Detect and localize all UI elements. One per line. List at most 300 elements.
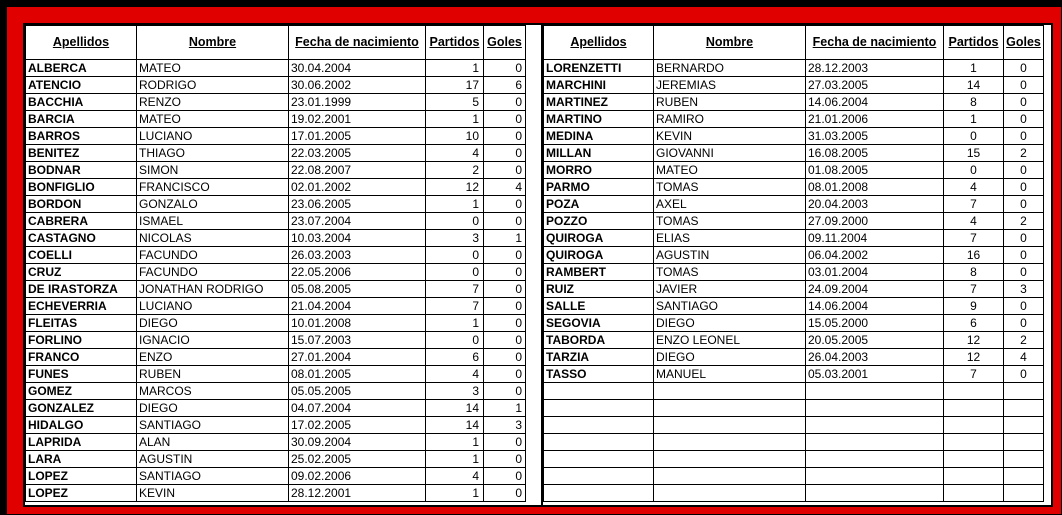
cell-partidos: 7 (944, 230, 1004, 247)
cell-goles (1004, 400, 1044, 417)
cell-apellido: ATENCIO (26, 77, 137, 94)
cell-apellido: MARTINEZ (544, 94, 654, 111)
cell-partidos: 0 (426, 332, 484, 349)
cell-fecha: 19.02.2001 (289, 111, 426, 128)
cell-partidos: 1 (426, 196, 484, 213)
table-row (26, 196, 526, 213)
cell-partidos: 2 (426, 162, 484, 179)
cell-apellido: SEGOVIA (544, 315, 654, 332)
cell-nombre: MANUEL (654, 366, 806, 383)
cell-goles: 0 (1004, 366, 1044, 383)
cell-fecha (806, 383, 944, 400)
cell-fecha: 24.09.2004 (806, 281, 944, 298)
roster-table-left (25, 25, 526, 502)
table-row (26, 77, 526, 94)
cell-apellido (544, 417, 654, 434)
cell-goles: 3 (1004, 281, 1044, 298)
cell-partidos: 1 (426, 485, 484, 502)
cell-nombre: THIAGO (137, 145, 289, 162)
cell-partidos: 10 (426, 128, 484, 145)
cell-nombre (654, 417, 806, 434)
cell-partidos: 4 (944, 179, 1004, 196)
cell-goles: 0 (484, 349, 526, 366)
cell-partidos: 3 (426, 383, 484, 400)
cell-nombre: SANTIAGO (654, 298, 806, 315)
table-row (544, 383, 1044, 400)
cell-goles: 0 (484, 145, 526, 162)
cell-partidos: 0 (426, 247, 484, 264)
header-row (26, 26, 526, 60)
cell-partidos: 17 (426, 77, 484, 94)
cell-goles: 0 (484, 247, 526, 264)
cell-partidos: 5 (426, 94, 484, 111)
cell-partidos: 7 (944, 281, 1004, 298)
cell-goles: 0 (484, 451, 526, 468)
cell-partidos (944, 383, 1004, 400)
cell-fecha: 14.06.2004 (806, 94, 944, 111)
cell-nombre (654, 383, 806, 400)
cell-partidos: 0 (426, 264, 484, 281)
cell-goles: 0 (484, 128, 526, 145)
cell-apellido: ECHEVERRIA (26, 298, 137, 315)
cell-goles: 2 (1004, 332, 1044, 349)
cell-apellido: MEDINA (544, 128, 654, 145)
cell-partidos: 4 (426, 145, 484, 162)
cell-nombre (654, 485, 806, 502)
cell-fecha: 05.05.2005 (289, 383, 426, 400)
cell-apellido (544, 485, 654, 502)
cell-goles: 0 (484, 264, 526, 281)
cell-apellido: LARA (26, 451, 137, 468)
cell-nombre: NICOLAS (137, 230, 289, 247)
cell-nombre: MATEO (654, 162, 806, 179)
table-row (544, 247, 1044, 264)
cell-nombre: RUBEN (137, 366, 289, 383)
cell-apellido: POZZO (544, 213, 654, 230)
cell-nombre: JAVIER (654, 281, 806, 298)
table-row (544, 298, 1044, 315)
cell-partidos: 4 (944, 213, 1004, 230)
cell-goles: 0 (484, 485, 526, 502)
cell-partidos: 7 (426, 298, 484, 315)
cell-goles: 0 (1004, 196, 1044, 213)
table-row (544, 264, 1044, 281)
cell-apellido: SALLE (544, 298, 654, 315)
cell-nombre: AXEL (654, 196, 806, 213)
cell-fecha: 17.01.2005 (289, 128, 426, 145)
cell-goles: 3 (484, 417, 526, 434)
cell-goles: 0 (484, 111, 526, 128)
cell-partidos: 0 (426, 213, 484, 230)
table-row (26, 60, 526, 77)
cell-apellido: LORENZETTI (544, 60, 654, 77)
cell-fecha: 25.02.2005 (289, 451, 426, 468)
cell-goles: 0 (1004, 128, 1044, 145)
cell-fecha: 09.02.2006 (289, 468, 426, 485)
cell-nombre: LUCIANO (137, 298, 289, 315)
cell-goles: 0 (1004, 77, 1044, 94)
cell-partidos: 9 (944, 298, 1004, 315)
cell-goles: 0 (484, 332, 526, 349)
cell-apellido: MARTINO (544, 111, 654, 128)
cell-nombre: DIEGO (137, 315, 289, 332)
cell-partidos: 3 (426, 230, 484, 247)
table-row (26, 145, 526, 162)
table-row (26, 162, 526, 179)
cell-fecha: 08.01.2008 (806, 179, 944, 196)
cell-partidos: 7 (944, 196, 1004, 213)
cell-fecha (806, 434, 944, 451)
cell-goles: 4 (484, 179, 526, 196)
cell-partidos: 1 (426, 315, 484, 332)
cell-apellido: RUIZ (544, 281, 654, 298)
cell-partidos: 0 (944, 128, 1004, 145)
cell-nombre: TOMAS (654, 179, 806, 196)
cell-fecha: 20.05.2005 (806, 332, 944, 349)
table-row (26, 179, 526, 196)
cell-apellido: QUIROGA (544, 247, 654, 264)
cell-nombre: DIEGO (137, 400, 289, 417)
table-row (544, 162, 1044, 179)
table-row (26, 451, 526, 468)
cell-goles (1004, 468, 1044, 485)
cell-nombre: ALAN (137, 434, 289, 451)
cell-apellido: BENITEZ (26, 145, 137, 162)
cell-partidos: 1 (426, 434, 484, 451)
cell-nombre: AGUSTIN (654, 247, 806, 264)
cell-partidos (944, 417, 1004, 434)
cell-nombre: MARCOS (137, 383, 289, 400)
table-row (544, 468, 1044, 485)
cell-goles: 0 (484, 298, 526, 315)
cell-fecha: 05.03.2001 (806, 366, 944, 383)
cell-nombre: RODRIGO (137, 77, 289, 94)
table-row (26, 417, 526, 434)
cell-nombre (654, 451, 806, 468)
header-apellidos: Apellidos (544, 26, 654, 60)
cell-goles: 0 (484, 196, 526, 213)
cell-fecha: 30.09.2004 (289, 434, 426, 451)
cell-partidos (944, 468, 1004, 485)
cell-fecha: 30.04.2004 (289, 60, 426, 77)
header-partidos: Partidos (426, 26, 484, 60)
table-row (26, 111, 526, 128)
cell-fecha: 27.09.2000 (806, 213, 944, 230)
cell-goles: 1 (484, 400, 526, 417)
table-row (26, 281, 526, 298)
cell-partidos: 12 (426, 179, 484, 196)
cell-nombre: LUCIANO (137, 128, 289, 145)
cell-nombre: KEVIN (654, 128, 806, 145)
cell-partidos: 1 (944, 60, 1004, 77)
cell-apellido: COELLI (26, 247, 137, 264)
cell-fecha: 27.01.2004 (289, 349, 426, 366)
table-row (544, 230, 1044, 247)
cell-fecha: 02.01.2002 (289, 179, 426, 196)
cell-fecha: 28.12.2001 (289, 485, 426, 502)
cell-goles: 0 (484, 383, 526, 400)
cell-fecha: 03.01.2004 (806, 264, 944, 281)
table-row (26, 485, 526, 502)
cell-partidos: 4 (426, 468, 484, 485)
roster-table-right (543, 25, 1044, 502)
cell-fecha: 10.03.2004 (289, 230, 426, 247)
cell-apellido: RAMBERT (544, 264, 654, 281)
cell-fecha: 23.07.2004 (289, 213, 426, 230)
table-row (26, 315, 526, 332)
table-row (544, 417, 1044, 434)
table-row (544, 366, 1044, 383)
cell-goles: 0 (484, 434, 526, 451)
cell-fecha: 26.03.2003 (289, 247, 426, 264)
cell-fecha: 22.05.2006 (289, 264, 426, 281)
cell-goles: 0 (484, 366, 526, 383)
cell-apellido: LOPEZ (26, 485, 137, 502)
cell-nombre: FACUNDO (137, 247, 289, 264)
header-fecha: Fecha de nacimiento (806, 26, 944, 60)
cell-goles: 0 (484, 60, 526, 77)
cell-nombre: SANTIAGO (137, 417, 289, 434)
cell-apellido: FUNES (26, 366, 137, 383)
header-fecha: Fecha de nacimiento (289, 26, 426, 60)
cell-goles: 0 (1004, 60, 1044, 77)
roster-sheet (23, 23, 1053, 507)
cell-apellido: BORDON (26, 196, 137, 213)
cell-partidos: 6 (426, 349, 484, 366)
cell-nombre: ENZO (137, 349, 289, 366)
cell-nombre: RUBEN (654, 94, 806, 111)
table-row (544, 213, 1044, 230)
table-row (26, 230, 526, 247)
cell-nombre (654, 468, 806, 485)
cell-goles (1004, 383, 1044, 400)
header-nombre: Nombre (137, 26, 289, 60)
table-row (544, 400, 1044, 417)
cell-apellido (544, 383, 654, 400)
cell-partidos (944, 434, 1004, 451)
table-row (26, 213, 526, 230)
cell-partidos: 12 (944, 332, 1004, 349)
cell-fecha (806, 400, 944, 417)
cell-nombre: SANTIAGO (137, 468, 289, 485)
cell-nombre: RENZO (137, 94, 289, 111)
cell-partidos (944, 485, 1004, 502)
cell-partidos: 1 (944, 111, 1004, 128)
cell-apellido: DE IRASTORZA (26, 281, 137, 298)
cell-fecha: 06.04.2002 (806, 247, 944, 264)
cell-partidos: 4 (426, 366, 484, 383)
table-row (26, 264, 526, 281)
cell-apellido (544, 400, 654, 417)
cell-goles: 0 (1004, 94, 1044, 111)
cell-apellido: GONZALEZ (26, 400, 137, 417)
cell-partidos: 0 (944, 162, 1004, 179)
cell-partidos: 14 (426, 417, 484, 434)
cell-apellido: LAPRIDA (26, 434, 137, 451)
table-row (544, 94, 1044, 111)
cell-apellido: BODNAR (26, 162, 137, 179)
table-row (544, 145, 1044, 162)
cell-partidos: 6 (944, 315, 1004, 332)
cell-nombre: DIEGO (654, 349, 806, 366)
table-row (26, 383, 526, 400)
cell-apellido: FLEITAS (26, 315, 137, 332)
cell-fecha: 01.08.2005 (806, 162, 944, 179)
cell-fecha: 09.11.2004 (806, 230, 944, 247)
cell-fecha: 23.01.1999 (289, 94, 426, 111)
table-row (26, 434, 526, 451)
cell-goles: 0 (1004, 162, 1044, 179)
cell-apellido: CASTAGNO (26, 230, 137, 247)
table-row (26, 332, 526, 349)
table-row (544, 332, 1044, 349)
table-row (26, 366, 526, 383)
cell-goles (1004, 451, 1044, 468)
cell-partidos: 14 (426, 400, 484, 417)
cell-fecha: 21.04.2004 (289, 298, 426, 315)
cell-fecha: 15.07.2003 (289, 332, 426, 349)
cell-nombre: ELIAS (654, 230, 806, 247)
cell-goles: 0 (1004, 230, 1044, 247)
table-row (26, 468, 526, 485)
cell-apellido: POZA (544, 196, 654, 213)
cell-apellido (544, 434, 654, 451)
cell-partidos: 7 (426, 281, 484, 298)
cell-goles: 0 (1004, 264, 1044, 281)
cell-partidos: 14 (944, 77, 1004, 94)
cell-fecha: 15.05.2000 (806, 315, 944, 332)
cell-nombre: KEVIN (137, 485, 289, 502)
table-row (544, 128, 1044, 145)
cell-nombre: RAMIRO (654, 111, 806, 128)
cell-fecha: 14.06.2004 (806, 298, 944, 315)
cell-goles: 0 (1004, 179, 1044, 196)
table-row (26, 298, 526, 315)
cell-goles: 0 (484, 94, 526, 111)
cell-fecha (806, 485, 944, 502)
cell-apellido: GOMEZ (26, 383, 137, 400)
cell-partidos: 15 (944, 145, 1004, 162)
cell-apellido: MARCHINI (544, 77, 654, 94)
table-row (26, 94, 526, 111)
cell-apellido: TARZIA (544, 349, 654, 366)
table-row (544, 349, 1044, 366)
cell-goles: 0 (484, 468, 526, 485)
cell-partidos: 8 (944, 94, 1004, 111)
red-border (7, 7, 1061, 514)
cell-nombre: MATEO (137, 60, 289, 77)
table-row (544, 451, 1044, 468)
cell-nombre: AGUSTIN (137, 451, 289, 468)
cell-nombre: GONZALO (137, 196, 289, 213)
cell-goles: 0 (484, 162, 526, 179)
cell-nombre: MATEO (137, 111, 289, 128)
cell-apellido: TABORDA (544, 332, 654, 349)
cell-goles: 2 (1004, 213, 1044, 230)
table-row (544, 196, 1044, 213)
table-row (26, 247, 526, 264)
cell-apellido: QUIROGA (544, 230, 654, 247)
cell-partidos (944, 400, 1004, 417)
table-row (544, 179, 1044, 196)
header-row (544, 26, 1044, 60)
cell-fecha: 08.01.2005 (289, 366, 426, 383)
cell-nombre: GIOVANNI (654, 145, 806, 162)
cell-goles (1004, 485, 1044, 502)
cell-nombre: JONATHAN RODRIGO (137, 281, 289, 298)
table-row (544, 485, 1044, 502)
header-goles: Goles (484, 26, 526, 60)
cell-goles: 1 (484, 230, 526, 247)
cell-nombre: TOMAS (654, 213, 806, 230)
cell-goles: 2 (1004, 145, 1044, 162)
table-row (26, 349, 526, 366)
cell-fecha: 22.03.2005 (289, 145, 426, 162)
table-row (26, 128, 526, 145)
cell-nombre: TOMAS (654, 264, 806, 281)
cell-goles: 6 (484, 77, 526, 94)
cell-goles: 0 (484, 281, 526, 298)
cell-apellido (544, 451, 654, 468)
cell-apellido (544, 468, 654, 485)
cell-nombre (654, 434, 806, 451)
table-row (544, 281, 1044, 298)
cell-partidos: 8 (944, 264, 1004, 281)
header-nombre: Nombre (654, 26, 806, 60)
cell-fecha: 20.04.2003 (806, 196, 944, 213)
header-goles: Goles (1004, 26, 1044, 60)
cell-apellido: BONFIGLIO (26, 179, 137, 196)
cell-apellido: CRUZ (26, 264, 137, 281)
cell-partidos: 1 (426, 451, 484, 468)
header-apellidos: Apellidos (26, 26, 137, 60)
cell-goles: 0 (484, 315, 526, 332)
cell-fecha (806, 468, 944, 485)
cell-apellido: BARROS (26, 128, 137, 145)
cell-apellido: FRANCO (26, 349, 137, 366)
cell-fecha: 23.06.2005 (289, 196, 426, 213)
cell-apellido: CABRERA (26, 213, 137, 230)
cell-partidos (944, 451, 1004, 468)
cell-fecha: 05.08.2005 (289, 281, 426, 298)
table-row (26, 400, 526, 417)
cell-nombre: DIEGO (654, 315, 806, 332)
cell-nombre: SIMON (137, 162, 289, 179)
cell-nombre: FRANCISCO (137, 179, 289, 196)
cell-nombre: ENZO LEONEL (654, 332, 806, 349)
cell-goles (1004, 434, 1044, 451)
cell-apellido: PARMO (544, 179, 654, 196)
cell-partidos: 1 (426, 60, 484, 77)
cell-nombre: ISMAEL (137, 213, 289, 230)
cell-partidos: 12 (944, 349, 1004, 366)
cell-apellido: BACCHIA (26, 94, 137, 111)
cell-apellido: MORRO (544, 162, 654, 179)
cell-fecha: 31.03.2005 (806, 128, 944, 145)
cell-apellido: MILLAN (544, 145, 654, 162)
cell-fecha: 26.04.2003 (806, 349, 944, 366)
cell-goles: 0 (484, 213, 526, 230)
cell-fecha: 04.07.2004 (289, 400, 426, 417)
cell-fecha: 28.12.2003 (806, 60, 944, 77)
cell-goles: 0 (1004, 111, 1044, 128)
header-partidos: Partidos (944, 26, 1004, 60)
table-row (544, 60, 1044, 77)
cell-goles: 0 (1004, 247, 1044, 264)
table-row (544, 434, 1044, 451)
cell-nombre (654, 400, 806, 417)
cell-goles (1004, 417, 1044, 434)
